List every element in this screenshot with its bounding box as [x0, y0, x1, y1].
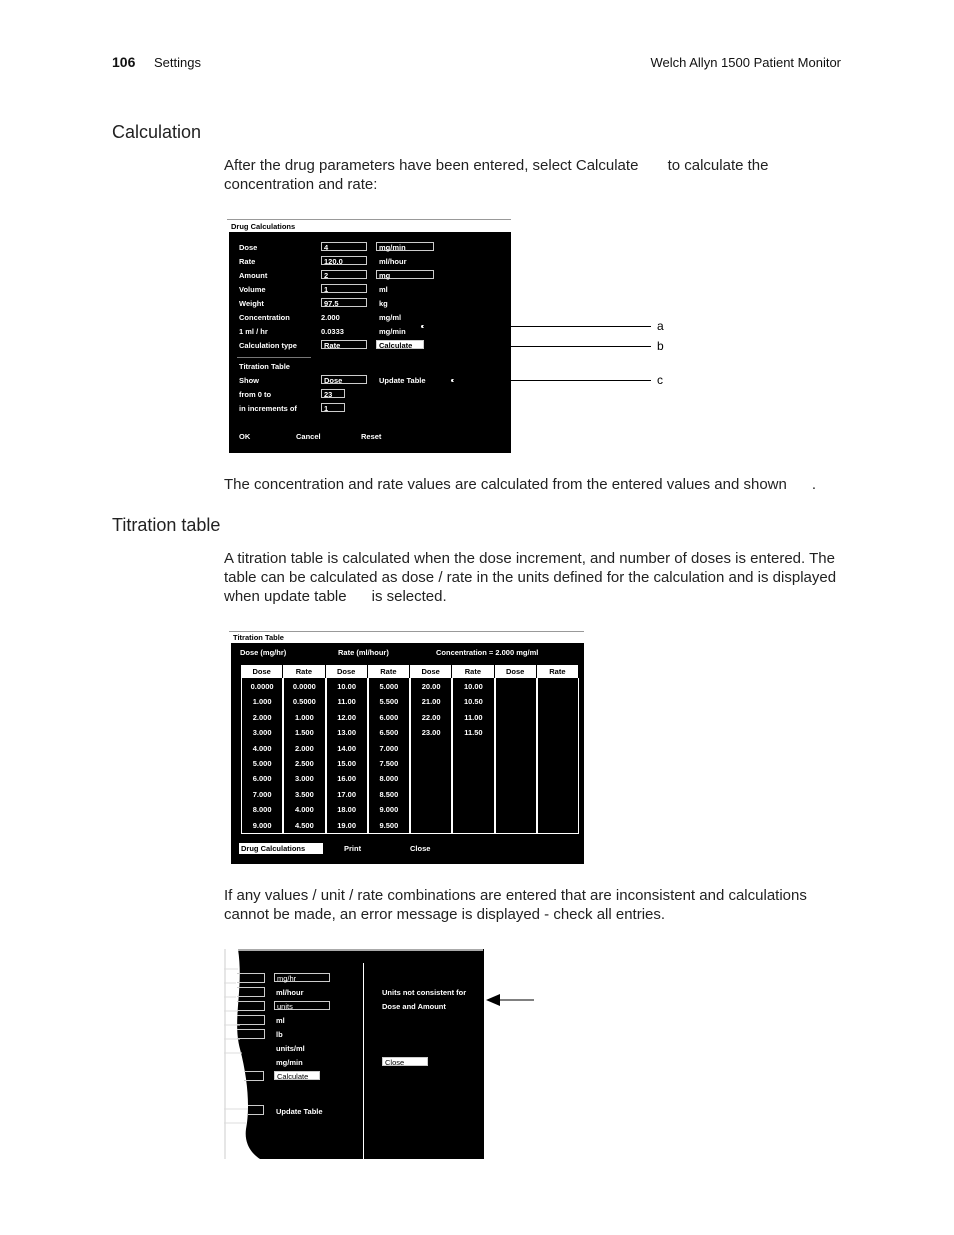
rate-input[interactable]: 120.0: [321, 256, 367, 265]
concentration-label: Concentration: [239, 313, 290, 322]
table-cell: 7.000: [379, 743, 399, 753]
product-name: Welch Allyn 1500 Patient Monitor: [650, 55, 841, 70]
concentration-label: Concentration = 2.000 mg/ml: [436, 648, 539, 657]
table-cell: 6.000: [379, 712, 399, 722]
calculation-after: The concentration and rate values are calculated from the entered values and shown .: [224, 476, 817, 493]
table-cell: 2.000: [252, 712, 272, 722]
table-cell: 13.00: [337, 728, 357, 738]
table-cell: 11.00: [464, 712, 483, 722]
volume-input[interactable]: 1: [321, 284, 367, 293]
table-cell: 10.00: [337, 682, 357, 691]
drug-calculations-button[interactable]: Drug Calculations: [239, 843, 323, 854]
increment-input[interactable]: 1: [321, 403, 345, 412]
error-amount-unit[interactable]: units: [274, 1001, 330, 1010]
increment-label: in increments of: [239, 404, 297, 413]
table-cell: 5.000: [252, 759, 272, 768]
from-input[interactable]: 23: [321, 389, 345, 398]
table-cell: 11.00: [337, 697, 356, 707]
weight-label: Weight: [239, 299, 264, 308]
titration-table-dialog: [229, 631, 588, 864]
dialog-title: Drug Calculations: [227, 219, 511, 232]
error-update-table[interactable]: Update Table: [276, 1107, 323, 1116]
table-column: [495, 678, 537, 833]
table-cell: 15.00: [337, 759, 357, 768]
calculation-heading: Calculation: [112, 122, 202, 142]
update-table-button[interactable]: Update Table: [379, 376, 426, 385]
column-header: Dose: [495, 665, 537, 678]
titration-section-label: Titration Table: [239, 362, 290, 371]
table-cell: 1.000: [252, 697, 272, 707]
table-cell: 4.000: [252, 743, 272, 753]
callout-b-line: [426, 346, 651, 347]
dose-units-label: Dose (mg/hr): [240, 648, 287, 657]
titration-heading: Titration table: [112, 515, 221, 535]
error-dialog-crop: [224, 949, 484, 1159]
callout-a-line: [423, 326, 651, 327]
error-weight-unit: lb: [276, 1030, 283, 1039]
table-cell: 1.500: [294, 728, 314, 738]
table-cell: 3.000: [294, 774, 314, 784]
table-cell: 9.500: [379, 820, 399, 830]
table-cell: 9.000: [252, 820, 272, 830]
titration-dialog-title: Titration Table: [229, 631, 584, 643]
callout-b: b: [657, 339, 664, 353]
table-cell: 4.000: [294, 805, 314, 815]
cancel-button[interactable]: Cancel: [296, 432, 321, 441]
table-cell: 6.000: [252, 774, 272, 784]
volume-unit: ml: [379, 285, 388, 294]
ml-hr-unit: mg/min: [379, 327, 406, 336]
print-button[interactable]: Print: [344, 844, 362, 853]
column-header: Dose: [326, 665, 368, 678]
reset-button[interactable]: Reset: [361, 432, 382, 441]
table-cell: 10.50: [463, 697, 483, 707]
table-cell: 0.0000: [292, 682, 316, 691]
table-cell: 12.00: [337, 712, 357, 722]
error-rate-dose-unit: mg/min: [276, 1058, 303, 1067]
dose-label: Dose: [239, 243, 258, 252]
callout-a: a: [657, 319, 664, 333]
table-cell: 7.000: [252, 789, 272, 799]
dose-unit-select[interactable]: mg/min: [376, 242, 434, 251]
calc-type-label: Calculation type: [239, 341, 297, 350]
column-header: Rate: [452, 665, 494, 678]
table-cell: 4.500: [294, 820, 314, 830]
calc-type-select[interactable]: Rate: [321, 340, 367, 349]
amount-unit-select[interactable]: mg: [376, 270, 434, 279]
concentration-unit: mg/ml: [379, 313, 402, 322]
arrow-left-icon: [484, 990, 538, 1010]
weight-input[interactable]: 97.5: [321, 298, 367, 307]
table-cell: 21.00: [421, 697, 441, 707]
column-header: Dose: [241, 665, 283, 678]
table-cell: 23.00: [421, 728, 441, 738]
concentration-value: 2.000: [321, 313, 340, 322]
table-cell: 10.00: [463, 682, 483, 691]
table-cell: 18.00: [337, 805, 357, 815]
table-cell: 0.5000: [292, 697, 316, 707]
error-dose-unit[interactable]: mg/hr: [274, 973, 330, 982]
column-header: Dose: [410, 665, 452, 678]
callout-c-line: [453, 380, 651, 381]
table-column: [537, 678, 579, 833]
section-name: Settings: [154, 55, 201, 70]
table-cell: 0.0000: [250, 682, 274, 691]
error-calculate-button[interactable]: Calculate: [274, 1071, 320, 1080]
table-cell: 20.00: [421, 682, 441, 691]
amount-input[interactable]: 2: [321, 270, 367, 279]
table-cell: 2.000: [294, 743, 314, 753]
weight-unit: kg: [379, 299, 388, 308]
table-cell: 8.000: [252, 805, 272, 815]
titration-grid: [241, 665, 579, 834]
table-cell: 1.000: [294, 712, 314, 722]
calculation-intro: After the drug parameters have been entered, select Calculate to calculate the concentration and rate:: [224, 157, 773, 193]
error-message-line1: Units not consistent for: [382, 988, 467, 997]
titration-intro: A titration table is calculated when the dose increment, and number of doses is entered. The table can be calculated as dose / rate in the units defined for the calculation and is displayed when update table is selected.: [224, 550, 841, 605]
table-cell: 2.500: [294, 759, 314, 768]
table-cell: 22.00: [421, 712, 441, 722]
table-cell: 9.000: [379, 805, 399, 815]
show-label: Show: [239, 376, 259, 385]
table-cell: 8.500: [379, 789, 399, 799]
table-cell: 5.500: [379, 697, 399, 707]
rate-units-label: Rate (ml/hour): [338, 648, 389, 657]
ml-hr-value: 0.0333: [321, 327, 344, 336]
ok-button[interactable]: OK: [239, 432, 251, 441]
table-cell: 5.000: [379, 682, 399, 691]
error-rate-unit: ml/hour: [276, 988, 304, 997]
callout-c: c: [657, 373, 663, 387]
from-label: from 0 to: [239, 390, 272, 399]
drug-calculations-dialog: [227, 219, 511, 453]
table-cell: 16.00: [337, 774, 357, 784]
table-cell: 19.00: [337, 820, 357, 830]
column-header: Rate: [283, 665, 325, 678]
error-concentration-unit: units/ml: [276, 1044, 305, 1053]
table-cell: 17.00: [337, 789, 357, 799]
error-close-button[interactable]: Close: [382, 1057, 428, 1066]
table-cell: 11.50: [464, 728, 483, 738]
column-header: Rate: [537, 665, 579, 678]
table-cell: 3.500: [294, 789, 314, 799]
rate-label: Rate: [239, 257, 256, 266]
table-cell: 7.500: [379, 759, 399, 768]
close-button[interactable]: Close: [410, 844, 431, 853]
table-cell: 8.000: [379, 774, 399, 784]
rate-unit: ml/hour: [379, 257, 407, 266]
column-header: Rate: [368, 665, 410, 678]
ml-hr-label: 1 ml / hr: [239, 327, 268, 336]
table-cell: 3.000: [252, 728, 272, 738]
amount-label: Amount: [239, 271, 268, 280]
dose-input[interactable]: 4: [321, 242, 367, 251]
show-select[interactable]: Dose: [321, 375, 367, 384]
error-volume-unit: ml: [276, 1016, 285, 1025]
calculate-button[interactable]: Calculate: [376, 340, 424, 349]
page-number: 106: [112, 54, 136, 70]
volume-label: Volume: [239, 285, 266, 294]
error-message-line2: Dose and Amount: [382, 1002, 446, 1011]
table-cell: 6.500: [379, 728, 399, 738]
table-cell: 14.00: [337, 743, 357, 753]
titration-after: If any values / unit / rate combinations are entered that are inconsistent and calculations cannot be made, an error message is displayed - check all entries.: [224, 887, 807, 923]
